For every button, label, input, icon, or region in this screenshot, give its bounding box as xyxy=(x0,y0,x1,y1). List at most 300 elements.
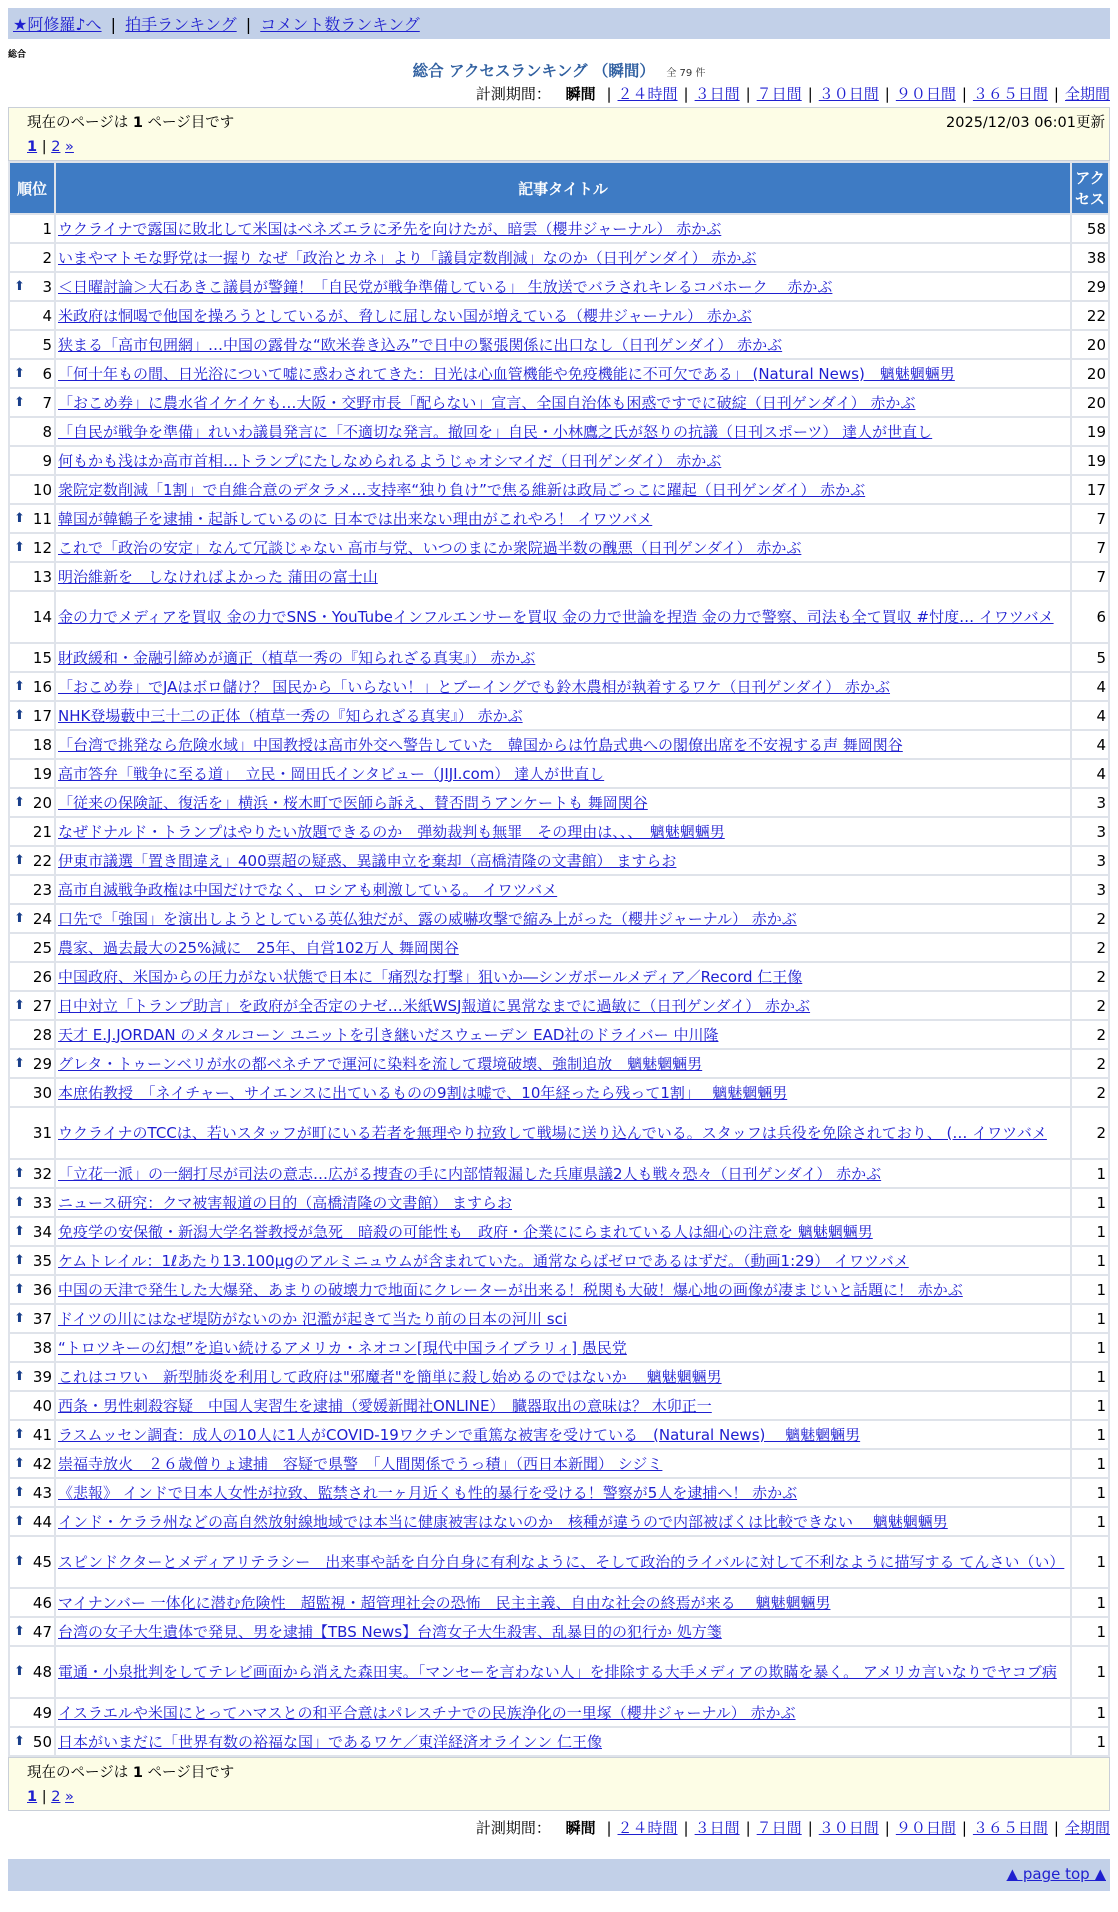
up-arrow-icon: ⬆ xyxy=(14,1368,25,1384)
period-link[interactable]: ３６５日間 xyxy=(972,85,1048,103)
up-arrow-icon: ⬆ xyxy=(14,1165,25,1181)
title-cell xyxy=(56,592,1070,642)
up-arrow-icon: ⬆ xyxy=(14,1664,25,1679)
rank-number: 37 xyxy=(32,1309,52,1328)
table-row xyxy=(10,244,1108,271)
rank-number: 25 xyxy=(32,938,52,957)
table-row xyxy=(10,563,1108,590)
article-title-link[interactable]: 日本がいまだに「世界有数の裕福な国」であるワケ／東洋経済オラインン 仁王像 xyxy=(58,1732,602,1751)
rank-number: 23 xyxy=(32,880,52,899)
table-row xyxy=(10,673,1108,700)
period-separator: | xyxy=(884,85,890,103)
access-count: 1 xyxy=(1072,1537,1108,1587)
total-count: 全 79 件 xyxy=(666,68,706,79)
access-count: 1 xyxy=(1072,1589,1108,1616)
page-link-2[interactable]: 2 xyxy=(51,1789,61,1805)
access-count: 5 xyxy=(1072,644,1108,671)
period-selector xyxy=(8,83,1110,107)
ranking-table xyxy=(8,161,1110,1757)
rank-number: 6 xyxy=(42,364,52,383)
period-selector-bottom xyxy=(8,1817,1110,1841)
rank-number: 29 xyxy=(32,1054,52,1073)
rank-cell xyxy=(10,1108,54,1158)
rank-cell xyxy=(10,905,54,932)
title-cell xyxy=(56,1508,1070,1535)
rank-cell xyxy=(10,1305,54,1332)
rank-cell xyxy=(10,302,54,329)
period-link[interactable]: ２４時間 xyxy=(617,1819,678,1837)
rank-cell xyxy=(10,389,54,416)
rank-cell xyxy=(10,331,54,358)
table-row xyxy=(10,1450,1108,1477)
access-count: 1 xyxy=(1072,1305,1108,1332)
access-count: 1 xyxy=(1072,1508,1108,1535)
access-count: 2 xyxy=(1072,1050,1108,1077)
rank-number: 11 xyxy=(32,509,52,528)
title-cell xyxy=(56,1589,1070,1616)
table-row xyxy=(10,273,1108,300)
access-count: 2 xyxy=(1072,1108,1108,1158)
period-separator: | xyxy=(683,85,689,103)
rank-cell xyxy=(10,1392,54,1419)
up-arrow-icon: ⬆ xyxy=(14,1281,25,1297)
table-header-row xyxy=(10,163,1108,213)
access-count: 2 xyxy=(1072,905,1108,932)
rank-cell xyxy=(10,1189,54,1216)
page-next-link[interactable]: » xyxy=(65,139,74,155)
article-title-link[interactable]: スピンドクターとメディアリテラシー 出来事や話を自分自身に有利なように、そして政治的ライバルに対して不利なように描写する てんさい（い） xyxy=(58,1553,1065,1571)
rank-cell xyxy=(10,447,54,474)
rank-cell xyxy=(10,1276,54,1303)
article-title-link[interactable]: ウクライナで露国に敗北して米国はベネズエラに矛先を向けたが、暗雲（櫻井ジャーナル） 赤かぶ xyxy=(58,219,722,238)
rank-number: 20 xyxy=(32,793,52,812)
nav-separator: | xyxy=(110,15,117,34)
article-title-link[interactable]: 本庶佑教授 「ネイチャー、サイエンスに出ているものの9割は嘘で、10年経ったら残って1割」 魑魅魍魎男 xyxy=(58,1083,788,1102)
article-title-link[interactable]: 韓国が韓鶴子を逮捕・起訴しているのに 日本では出来ない理由がこれやろ！ イワツバメ xyxy=(58,509,653,528)
up-arrow-icon: ⬆ xyxy=(14,1194,25,1210)
article-title-link[interactable]: 衆院定数削減「1割」で自維合意のデタラメ…支持率“独り負け”で焦る維新は政局ごっこに躍起（日刊ゲンダイ） 赤かぶ xyxy=(58,480,866,499)
article-title-link[interactable]: 金の力でメディアを買収 金の力でSNS・YouTubeインフルエンサーを買収 金の力で世論を捏造 金の力で警察、司法も全て買収 #忖度… イワツバメ xyxy=(58,608,1054,626)
title-cell xyxy=(56,1479,1070,1506)
article-title-link[interactable]: 天才 E.J.JORDAN のメタルコーン ユニットを引き継いだスウェーデン EAD社のドライバー 中川隆 xyxy=(58,1025,719,1044)
up-arrow-icon: ⬆ xyxy=(14,1426,25,1442)
period-link[interactable]: 全期間 xyxy=(1064,1819,1110,1837)
article-title-link[interactable]: インド・ケララ州などの高自然放射線地域では本当に健康被害はないのか 核種が違うので内部被ばくは比較できない 魑魅魍魎男 xyxy=(58,1512,948,1531)
rank-cell xyxy=(10,1728,54,1755)
access-count: 1 xyxy=(1072,1363,1108,1390)
rank-number: 48 xyxy=(32,1663,52,1681)
rank-number: 14 xyxy=(32,608,52,626)
access-count: 2 xyxy=(1072,963,1108,990)
access-count: 4 xyxy=(1072,731,1108,758)
rank-cell xyxy=(10,360,54,387)
rank-number: 44 xyxy=(32,1512,52,1531)
up-arrow-icon: ⬆ xyxy=(14,997,25,1013)
period-link[interactable]: ３０日間 xyxy=(818,85,879,103)
table-row xyxy=(10,1050,1108,1077)
rank-cell xyxy=(10,1021,54,1048)
page-link-2[interactable]: 2 xyxy=(51,139,61,155)
table-row xyxy=(10,876,1108,903)
period-separator: | xyxy=(1053,85,1059,103)
rank-number: 46 xyxy=(32,1593,52,1612)
article-title-link[interactable]: 高市答弁「戦争に至る道」 立民・岡田氏インタビュー（JIJI.com） 達人が世直し xyxy=(58,764,605,783)
article-title-link[interactable]: ウクライナのTCCは、若いスタッフが町にいる若者を無理やり拉致して戦場に送り込んでいる。スタッフは兵役を免除されており、 (… イワツバメ xyxy=(58,1124,1047,1142)
table-row xyxy=(10,1363,1108,1390)
rank-cell xyxy=(10,505,54,532)
rank-number: 45 xyxy=(32,1553,52,1571)
rank-number: 15 xyxy=(32,648,52,667)
period-link[interactable]: ３日間 xyxy=(694,1819,740,1837)
access-count: 1 xyxy=(1072,1392,1108,1419)
rank-cell xyxy=(10,992,54,1019)
table-row xyxy=(10,1479,1108,1506)
access-count: 1 xyxy=(1072,1728,1108,1755)
rank-number: 5 xyxy=(42,335,52,354)
title-cell xyxy=(56,1079,1070,1106)
period-separator: | xyxy=(807,85,813,103)
article-title-link[interactable]: 「台湾で挑発なら危険水域」中国教授は高市外交へ警告していた 韓国からは竹島式典への閣僚出席を不安視する声 舞岡関谷 xyxy=(58,735,903,754)
article-title-link[interactable]: 「おこめ券」でJAはボロ儲け？ 国民から「いらない！」とブーイングでも鈴木農相が執着するワケ（日刊ゲンダイ） 赤かぶ xyxy=(58,677,891,696)
article-title-link[interactable]: これはコワい 新型肺炎を利用して政府は"邪魔者"を簡単に殺し始めるのではないか 魑魅魍魎男 xyxy=(58,1367,722,1386)
period-links xyxy=(600,1819,1110,1837)
rank-number: 40 xyxy=(32,1396,52,1415)
rank-number: 50 xyxy=(32,1732,52,1751)
title-cell xyxy=(56,789,1070,816)
article-title-link[interactable]: マイナンバー 一体化に潜む危険性 超監視・超管理社会の恐怖 民主主義、自由な社会の終焉が来る 魑魅魍魎男 xyxy=(58,1593,831,1612)
article-title-link[interactable]: ラスムッセン調査：成人の10人に1人がCOVID-19ワクチンで重篤な被害を受けている (Natural News) 魑魅魍魎男 xyxy=(58,1425,861,1444)
article-title-link[interactable]: 中国政府、米国からの圧力がない状態で日本に「痛烈な打撃」狙いか―シンガポールメディア／Record 仁王像 xyxy=(58,967,803,986)
title-cell xyxy=(56,847,1070,874)
title-cell xyxy=(56,563,1070,590)
access-count: 1 xyxy=(1072,1450,1108,1477)
rank-cell xyxy=(10,1247,54,1274)
table-row xyxy=(10,215,1108,242)
table-row xyxy=(10,1647,1108,1697)
up-arrow-icon: ⬆ xyxy=(14,1310,25,1326)
article-title-link[interactable]: イスラエルや米国にとってハマスとの和平合意はパレスチナでの民族浄化の一里塚（櫻井ジャーナル） 赤かぶ xyxy=(58,1703,796,1722)
table-row xyxy=(10,1508,1108,1535)
access-count: 58 xyxy=(1072,215,1108,242)
table-row xyxy=(10,1537,1108,1587)
rank-cell xyxy=(10,760,54,787)
access-count: 1 xyxy=(1072,1247,1108,1274)
period-link[interactable]: ９０日間 xyxy=(895,85,956,103)
article-title-link[interactable]: ニュース研究：クマ被害報道の目的（高橋清隆の文書館） ますらお xyxy=(58,1193,513,1212)
page-next-link[interactable]: » xyxy=(65,1789,74,1805)
article-title-link[interactable]: 西条・男性刺殺容疑 中国人実習生を逮捕（愛媛新聞社ONLINE） 臓器取出の意味は？ 木卯正一 xyxy=(58,1396,712,1415)
up-arrow-icon: ⬆ xyxy=(14,394,25,410)
access-count: 1 xyxy=(1072,1421,1108,1448)
article-title-link[interactable]: これで「政治の安定」なんて冗談じゃない 高市与党、いつのまにか衆院過半数の醜悪（日刊ゲンダイ） 赤かぶ xyxy=(58,538,802,557)
period-separator: | xyxy=(745,1819,751,1837)
table-row xyxy=(10,389,1108,416)
rank-cell xyxy=(10,215,54,242)
access-count: 2 xyxy=(1072,934,1108,961)
top-nav-bar xyxy=(8,8,1110,39)
period-separator: | xyxy=(606,1819,612,1837)
title-cell xyxy=(56,302,1070,329)
table-row xyxy=(10,1728,1108,1755)
page-status-number: 1 xyxy=(132,115,143,131)
article-title-link[interactable]: ＜日曜討論＞大石あきこ議員が警鐘！「自民党が戦争準備している」 生放送でバラされキレるコバホーク 赤かぶ xyxy=(58,277,833,296)
rank-number: 24 xyxy=(32,909,52,928)
article-title-link[interactable]: 「自民が戦争を準備」れいわ議員発言に「不適切な発言。撤回を」自民・小林鷹之氏が怒りの抗議（日刊スポーツ） 達人が世直し xyxy=(58,422,933,441)
up-arrow-icon: ⬆ xyxy=(14,794,25,810)
access-count: 22 xyxy=(1072,302,1108,329)
up-arrow-icon: ⬆ xyxy=(14,1223,25,1239)
period-separator: | xyxy=(961,1819,967,1837)
title-cell xyxy=(56,760,1070,787)
table-row xyxy=(10,905,1108,932)
title-cell xyxy=(56,360,1070,387)
article-title-link[interactable]: 「何十年もの間、日光浴について嘘に惑わされてきた：日光は心血管機能や免疫機能に不可欠である」 (Natural News) 魑魅魍魎男 xyxy=(58,364,955,383)
rank-cell xyxy=(10,1508,54,1535)
title-cell xyxy=(56,1363,1070,1390)
title-cell xyxy=(56,1728,1070,1755)
rank-cell xyxy=(10,534,54,561)
article-title-link[interactable]: 《悲報》 インドで日本人女性が拉致、監禁され一ヶ月近くも性的暴行を受ける！警察が5人を逮捕へ！ 赤かぶ xyxy=(58,1483,798,1502)
article-title-link[interactable]: 農家、過去最大の25%減に 25年、自営102万人 舞岡関谷 xyxy=(58,938,459,957)
access-count: 6 xyxy=(1072,592,1108,642)
article-title-link[interactable]: 台湾の女子大生遺体で発見、男を逮捕【TBS News】台湾女子大生殺害、乱暴目的の犯行か 処方箋 xyxy=(58,1622,722,1641)
title-cell xyxy=(56,1160,1070,1187)
article-title-link[interactable]: 狭まる「高市包囲網」…中国の露骨な“欧米巻き込み”で日中の緊張関係に出口なし（日刊ゲンダイ） 赤かぶ xyxy=(58,335,783,354)
article-title-link[interactable]: グレタ・トゥーンベリが水の都ベネチアで運河に染料を流して環境破壊、強制追放 魑魅魍魎男 xyxy=(58,1054,703,1073)
article-title-link[interactable]: 中国の天津で発生した大爆発、あまりの破壊力で地面にクレーターが出来る！税関も大破！爆心地の画像が凄まじいと話題に！ 赤かぶ xyxy=(58,1280,963,1299)
period-link[interactable]: ７日間 xyxy=(756,85,802,103)
page-link-current[interactable]: 1 xyxy=(27,1789,38,1805)
article-title-link[interactable]: 伊東市議選「置き間違え」400票超の疑惑、異議申立を棄却（高橋清隆の文書館） ますらお xyxy=(58,851,677,870)
rank-cell xyxy=(10,592,54,642)
access-count: 29 xyxy=(1072,273,1108,300)
page-status xyxy=(27,1762,1091,1786)
rank-cell xyxy=(10,876,54,903)
rank-cell xyxy=(10,1537,54,1587)
rank-number: 17 xyxy=(32,706,52,725)
article-title-link[interactable]: 崇福寺放火 ２６歳僧りょ逮捕 容疑で県警 「人間関係でうっ積」（西日本新聞） シジミ xyxy=(58,1454,663,1473)
title-cell xyxy=(56,1537,1070,1587)
article-title-link[interactable]: 高市自滅戦争政権は中国だけでなく、ロシアも刺激している。 イワツバメ xyxy=(58,880,558,899)
header-title: 記事タイトル xyxy=(56,163,1070,213)
rank-cell xyxy=(10,847,54,874)
home-link[interactable]: ★阿修羅♪へ xyxy=(13,15,102,34)
access-count: 20 xyxy=(1072,360,1108,387)
table-row xyxy=(10,1421,1108,1448)
up-arrow-icon: ⬆ xyxy=(14,539,25,555)
access-count: 1 xyxy=(1072,1647,1108,1697)
up-arrow-icon: ⬆ xyxy=(14,1554,25,1569)
rank-cell xyxy=(10,476,54,503)
table-row xyxy=(10,1247,1108,1274)
rank-number: 13 xyxy=(32,567,52,586)
access-count: 2 xyxy=(1072,992,1108,1019)
rank-number: 36 xyxy=(32,1280,52,1299)
rank-number: 39 xyxy=(32,1367,52,1386)
article-title-link[interactable]: 日中対立「トランプ助言」を政府が全否定のナゼ…米紙WSJ報道に異常なまでに過敏に（日刊ゲンダイ） 赤かぶ xyxy=(58,996,811,1015)
title-cell xyxy=(56,1276,1070,1303)
table-row xyxy=(10,1218,1108,1245)
page-title-text: 総合 アクセスランキング （瞬間） xyxy=(412,62,655,80)
rank-number: 18 xyxy=(32,735,52,754)
rank-number: 8 xyxy=(42,422,52,441)
period-link[interactable]: 全期間 xyxy=(1064,85,1110,103)
rank-number: 34 xyxy=(32,1222,52,1241)
table-row xyxy=(10,1334,1108,1361)
rank-number: 33 xyxy=(32,1193,52,1212)
rank-number: 1 xyxy=(42,219,52,238)
page-top-link[interactable]: ▲ page top ▲ xyxy=(1006,1865,1106,1883)
rank-number: 7 xyxy=(42,393,52,412)
access-count: 1 xyxy=(1072,1479,1108,1506)
rank-number: 35 xyxy=(32,1251,52,1270)
rank-cell xyxy=(10,818,54,845)
title-cell xyxy=(56,1247,1070,1274)
table-row xyxy=(10,992,1108,1019)
table-row xyxy=(10,534,1108,561)
article-title-link[interactable]: 免疫学の安保徹・新潟大学名誉教授が急死 暗殺の可能性も 政府・企業ににらまれている人は細心の注意を 魑魅魍魎男 xyxy=(58,1222,873,1241)
table-row xyxy=(10,963,1108,990)
table-row xyxy=(10,302,1108,329)
up-arrow-icon: ⬆ xyxy=(14,510,25,526)
period-label: 計測期間： xyxy=(475,85,551,103)
rank-number: 41 xyxy=(32,1425,52,1444)
article-title-link[interactable]: 何もかも浅はか高市首相…トランプにたしなめられるようじゃオシマイだ（日刊ゲンダイ） 赤かぶ xyxy=(58,451,722,470)
article-title-link[interactable]: NHK登場藪中三十二の正体（植草一秀の『知られざる真実』） 赤かぶ xyxy=(58,706,523,725)
rank-cell xyxy=(10,702,54,729)
title-cell xyxy=(56,963,1070,990)
table-row xyxy=(10,1276,1108,1303)
title-cell xyxy=(56,476,1070,503)
title-cell xyxy=(56,447,1070,474)
rank-number: 4 xyxy=(42,306,52,325)
access-count: 4 xyxy=(1072,673,1108,700)
period-link[interactable]: ２４時間 xyxy=(617,85,678,103)
period-link[interactable]: ３６５日間 xyxy=(972,1819,1048,1837)
period-separator: | xyxy=(606,85,612,103)
access-count: 3 xyxy=(1072,876,1108,903)
title-cell xyxy=(56,1189,1070,1216)
period-separator: | xyxy=(683,1819,689,1837)
access-count: 3 xyxy=(1072,789,1108,816)
page-status-suffix: ページ目です xyxy=(147,1765,235,1781)
article-title-link[interactable]: 明治維新を しなければよかった 蒲田の富士山 xyxy=(58,567,378,586)
title-cell xyxy=(56,1305,1070,1332)
title-cell xyxy=(56,534,1070,561)
updated-timestamp: 2025/12/03 06:01更新 xyxy=(946,115,1105,131)
access-count: 1 xyxy=(1072,1618,1108,1645)
table-row xyxy=(10,847,1108,874)
title-cell xyxy=(56,1618,1070,1645)
rank-number: 22 xyxy=(32,851,52,870)
article-title-link[interactable]: 「従来の保険証、復活を」横浜・桜木町で医師ら訴え、賛否問うアンケートも 舞岡関谷 xyxy=(58,793,648,812)
rank-cell xyxy=(10,1421,54,1448)
title-cell xyxy=(56,992,1070,1019)
article-title-link[interactable]: いまやマトモな野党は一握り なぜ「政治とカネ」より「議員定数削減」なのか（日刊ゲンダイ） 赤かぶ xyxy=(58,248,757,267)
applause-ranking-link[interactable]: 拍手ランキング xyxy=(125,15,237,34)
page-title xyxy=(0,61,1118,83)
title-cell xyxy=(56,1699,1070,1726)
article-title-link[interactable]: 「おこめ券」に農水省イケイケも…大阪・交野市長「配らない」宣言、全国自治体も困惑ですでに破綻（日刊ゲンダイ） 赤かぶ xyxy=(58,393,916,412)
access-count: 2 xyxy=(1072,1021,1108,1048)
period-link[interactable]: ９０日間 xyxy=(895,1819,956,1837)
rank-cell xyxy=(10,1160,54,1187)
period-separator: | xyxy=(807,1819,813,1837)
access-count: 38 xyxy=(1072,244,1108,271)
section-label: 総合 xyxy=(8,50,27,60)
up-arrow-icon: ⬆ xyxy=(14,1513,25,1529)
table-row xyxy=(10,702,1108,729)
period-separator: | xyxy=(1053,1819,1059,1837)
period-link[interactable]: ３０日間 xyxy=(818,1819,879,1837)
rank-cell xyxy=(10,1450,54,1477)
pager-links xyxy=(27,136,1091,160)
period-current: 瞬間 xyxy=(565,85,596,103)
table-row xyxy=(10,644,1108,671)
table-row xyxy=(10,476,1108,503)
period-current: 瞬間 xyxy=(565,1819,596,1837)
table-row xyxy=(10,934,1108,961)
title-cell xyxy=(56,1218,1070,1245)
rank-number: 12 xyxy=(32,538,52,557)
rank-number: 31 xyxy=(32,1124,52,1142)
access-count: 19 xyxy=(1072,418,1108,445)
page-status-suffix: ページ目です xyxy=(147,115,235,131)
rank-cell xyxy=(10,1363,54,1390)
article-title-link[interactable]: 「立花一派」の一網打尽が司法の意志…広がる捜査の手に内部情報漏した兵庫県議2人も戦々恐々（日刊ゲンダイ） 赤かぶ xyxy=(58,1164,882,1183)
period-link[interactable]: ３日間 xyxy=(694,85,740,103)
article-title-link[interactable]: 口先で「強国」を演出しようとしている英仏独だが、露の威嚇攻撃で縮み上がった（櫻井ジャーナル） 赤かぶ xyxy=(58,909,797,928)
up-arrow-icon: ⬆ xyxy=(14,678,25,694)
access-count: 1 xyxy=(1072,1189,1108,1216)
table-row xyxy=(10,1305,1108,1332)
rank-number: 30 xyxy=(32,1083,52,1102)
article-title-link[interactable]: 米政府は恫喝で他国を操ろうとしているが、脅しに屈しない国が増えている（櫻井ジャーナル） 赤かぶ xyxy=(58,306,752,325)
article-title-link[interactable]: なぜドナルド・トランプはやりたい放題できるのか 弾劾裁判も無罪 その理由は、、、 魑魅魍魎男 xyxy=(58,822,725,841)
page-link-current[interactable]: 1 xyxy=(27,139,38,155)
rank-cell xyxy=(10,1334,54,1361)
title-cell xyxy=(56,418,1070,445)
table-row xyxy=(10,789,1108,816)
rank-cell xyxy=(10,731,54,758)
page-status-number: 1 xyxy=(132,1765,143,1781)
article-title-link[interactable]: 電通・小泉批判をしてテレビ画面から消えた森田実。「マンセーを言わない人」を排除する大手メディアの欺瞞を暴く。 アメリカ言いなりでヤコブ病 xyxy=(58,1663,1057,1681)
rank-number: 26 xyxy=(32,967,52,986)
access-count: 3 xyxy=(1072,818,1108,845)
access-count: 1 xyxy=(1072,1334,1108,1361)
period-separator: | xyxy=(961,85,967,103)
comment-ranking-link[interactable]: コメント数ランキング xyxy=(260,15,420,34)
article-title-link[interactable]: 財政緩和・金融引締めが適正（植草一秀の『知られざる真実』） 赤かぶ xyxy=(58,648,536,667)
article-title-link[interactable]: ケムトレイル：1ℓあたり13.100μgのアルミニュウムが含まれていた。通常ならばゼロであるはずだ。（動画1:29） イワツバメ xyxy=(58,1251,909,1270)
title-cell xyxy=(56,331,1070,358)
period-separator: | xyxy=(745,85,751,103)
rank-number: 21 xyxy=(32,822,52,841)
article-title-link[interactable]: “トロツキーの幻想”を追い続けるアメリカ・ネオコン[現代中国ライブラリィ] 愚民党 xyxy=(58,1338,627,1357)
rank-cell xyxy=(10,1589,54,1616)
rank-cell xyxy=(10,1079,54,1106)
access-count: 20 xyxy=(1072,331,1108,358)
article-title-link[interactable]: ドイツの川にはなぜ堤防がないのか 氾濫が起きて当たり前の日本の河川 sci xyxy=(58,1309,568,1328)
title-cell xyxy=(56,934,1070,961)
period-label: 計測期間： xyxy=(475,1819,551,1837)
ranking-table-body xyxy=(10,215,1108,1755)
period-link[interactable]: ７日間 xyxy=(756,1819,802,1837)
title-cell xyxy=(56,731,1070,758)
rank-number: 42 xyxy=(32,1454,52,1473)
pager-separator: | xyxy=(41,139,47,155)
rank-number: 2 xyxy=(42,248,52,267)
